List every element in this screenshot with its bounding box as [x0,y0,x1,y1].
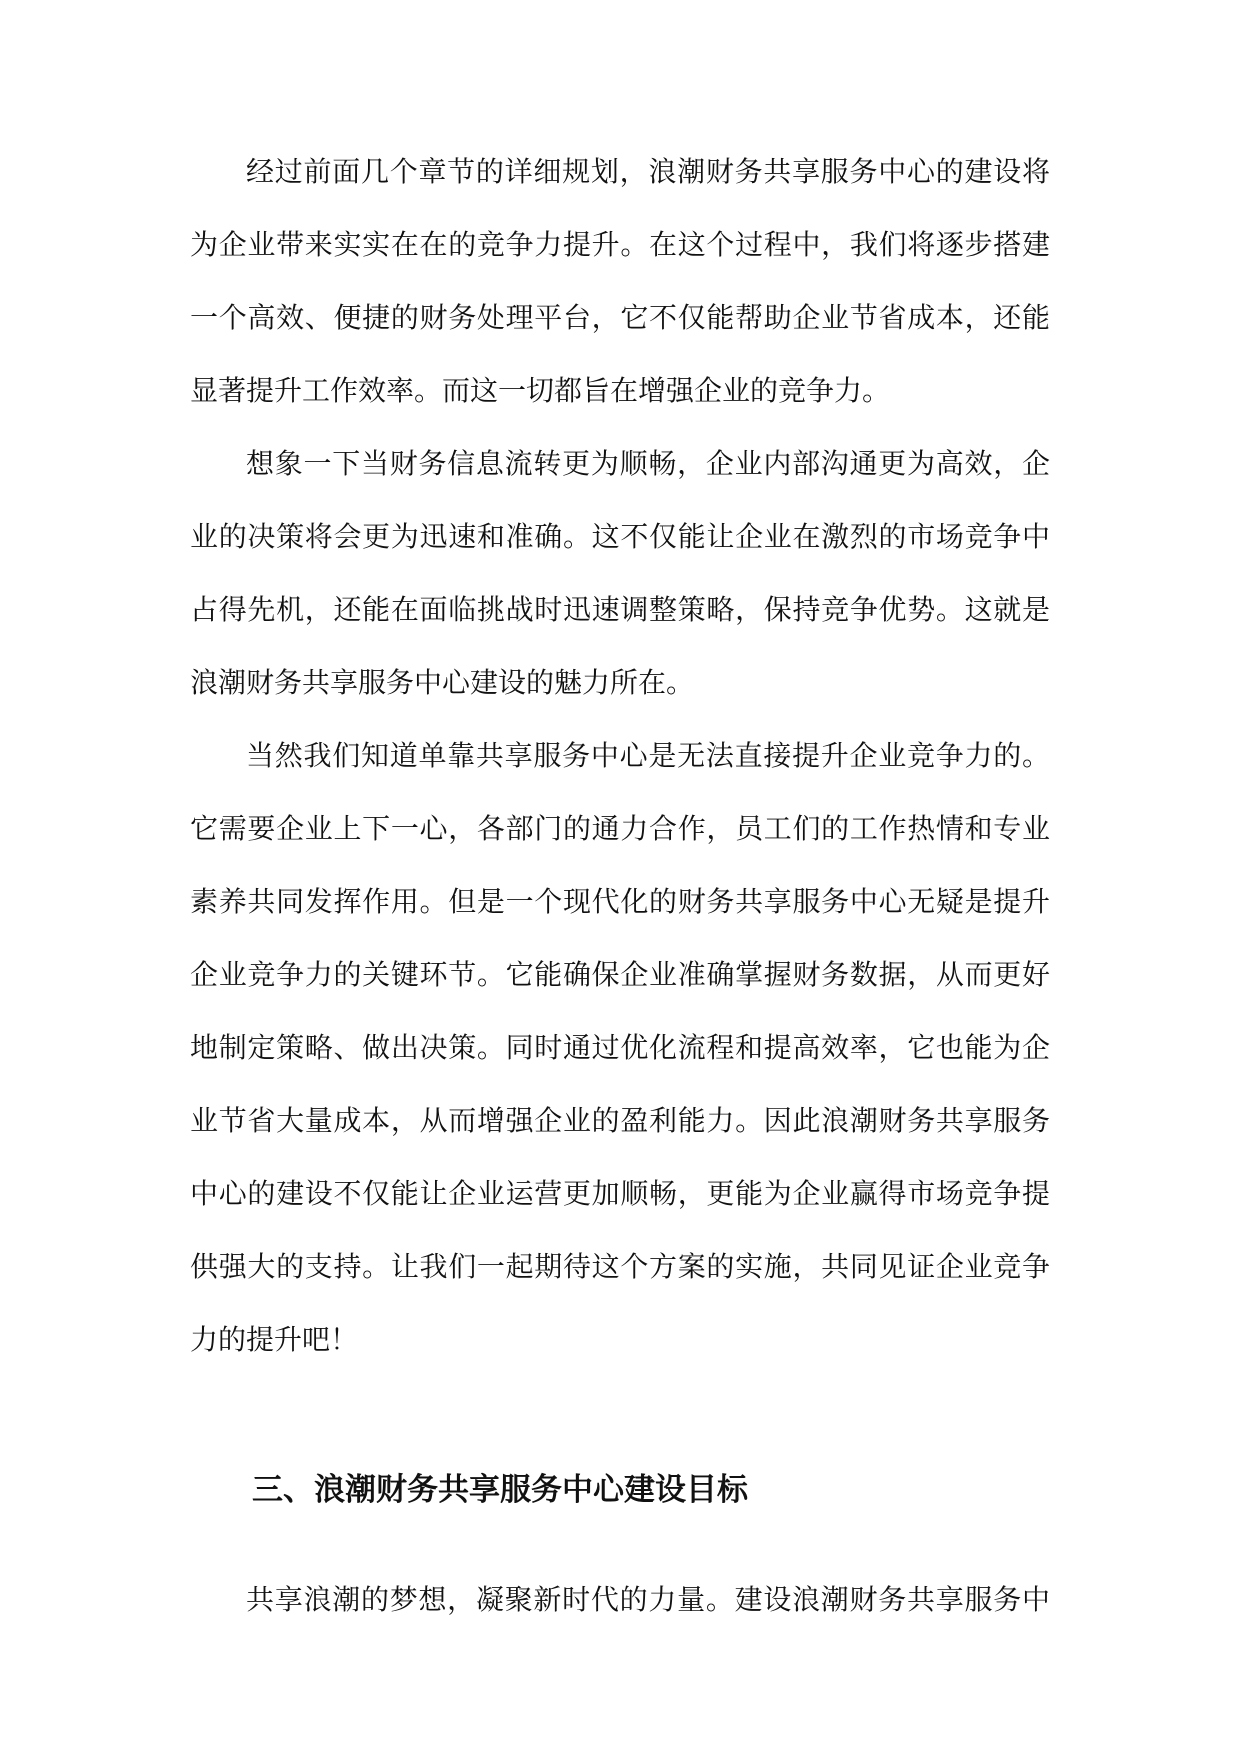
paragraph-3-line-8: 供强大的支持。让我们一起期待这个方案的实施，共同见证企业竞争 [190,1250,1050,1283]
paragraph-1-line-1: 经过前面几个章节的详细规划，浪潮财务共享服务中心的建设将 [246,155,1050,188]
paragraph-3-line-9: 力的提升吧！ [190,1323,359,1356]
paragraph-2-line-3: 占得先机，还能在面临挑战时迅速调整策略，保持竞争优势。这就是 [190,593,1050,626]
paragraph-2-line-4: 浪潮财务共享服务中心建设的魅力所在。 [190,666,695,699]
paragraph-3-line-4: 企业竞争力的关键环节。它能确保企业准确掌握财务数据，从而更好 [190,958,1050,991]
section-paragraph-line-1: 共享浪潮的梦想，凝聚新时代的力量。建设浪潮财务共享服务中 [246,1583,1050,1616]
paragraph-2-line-1: 想象一下当财务信息流转更为顺畅，企业内部沟通更为高效，企 [246,447,1050,480]
section-heading: 三、浪潮财务共享服务中心建设目标 [252,1472,748,1508]
paragraph-1-line-3: 一个高效、便捷的财务处理平台，它不仅能帮助企业节省成本，还能 [190,301,1050,334]
paragraph-1-line-4: 显著提升工作效率。而这一切都旨在增强企业的竞争力。 [190,374,891,407]
paragraph-3-line-3: 素养共同发挥作用。但是一个现代化的财务共享服务中心无疑是提升 [190,885,1050,918]
paragraph-3-line-2: 它需要企业上下一心，各部门的通力合作，员工们的工作热情和专业 [190,812,1050,845]
paragraph-3-line-5: 地制定策略、做出决策。同时通过优化流程和提高效率，它也能为企 [190,1031,1050,1064]
paragraph-3-line-1: 当然我们知道单靠共享服务中心是无法直接提升企业竞争力的。 [246,739,1050,772]
paragraph-1-line-2: 为企业带来实实在在的竞争力提升。在这个过程中，我们将逐步搭建 [190,228,1050,261]
paragraph-2-line-2: 业的决策将会更为迅速和准确。这不仅能让企业在激烈的市场竞争中 [190,520,1050,553]
paragraph-3-line-6: 业节省大量成本，从而增强企业的盈利能力。因此浪潮财务共享服务 [190,1104,1050,1137]
paragraph-3-line-7: 中心的建设不仅能让企业运营更加顺畅，更能为企业赢得市场竞争提 [190,1177,1050,1210]
